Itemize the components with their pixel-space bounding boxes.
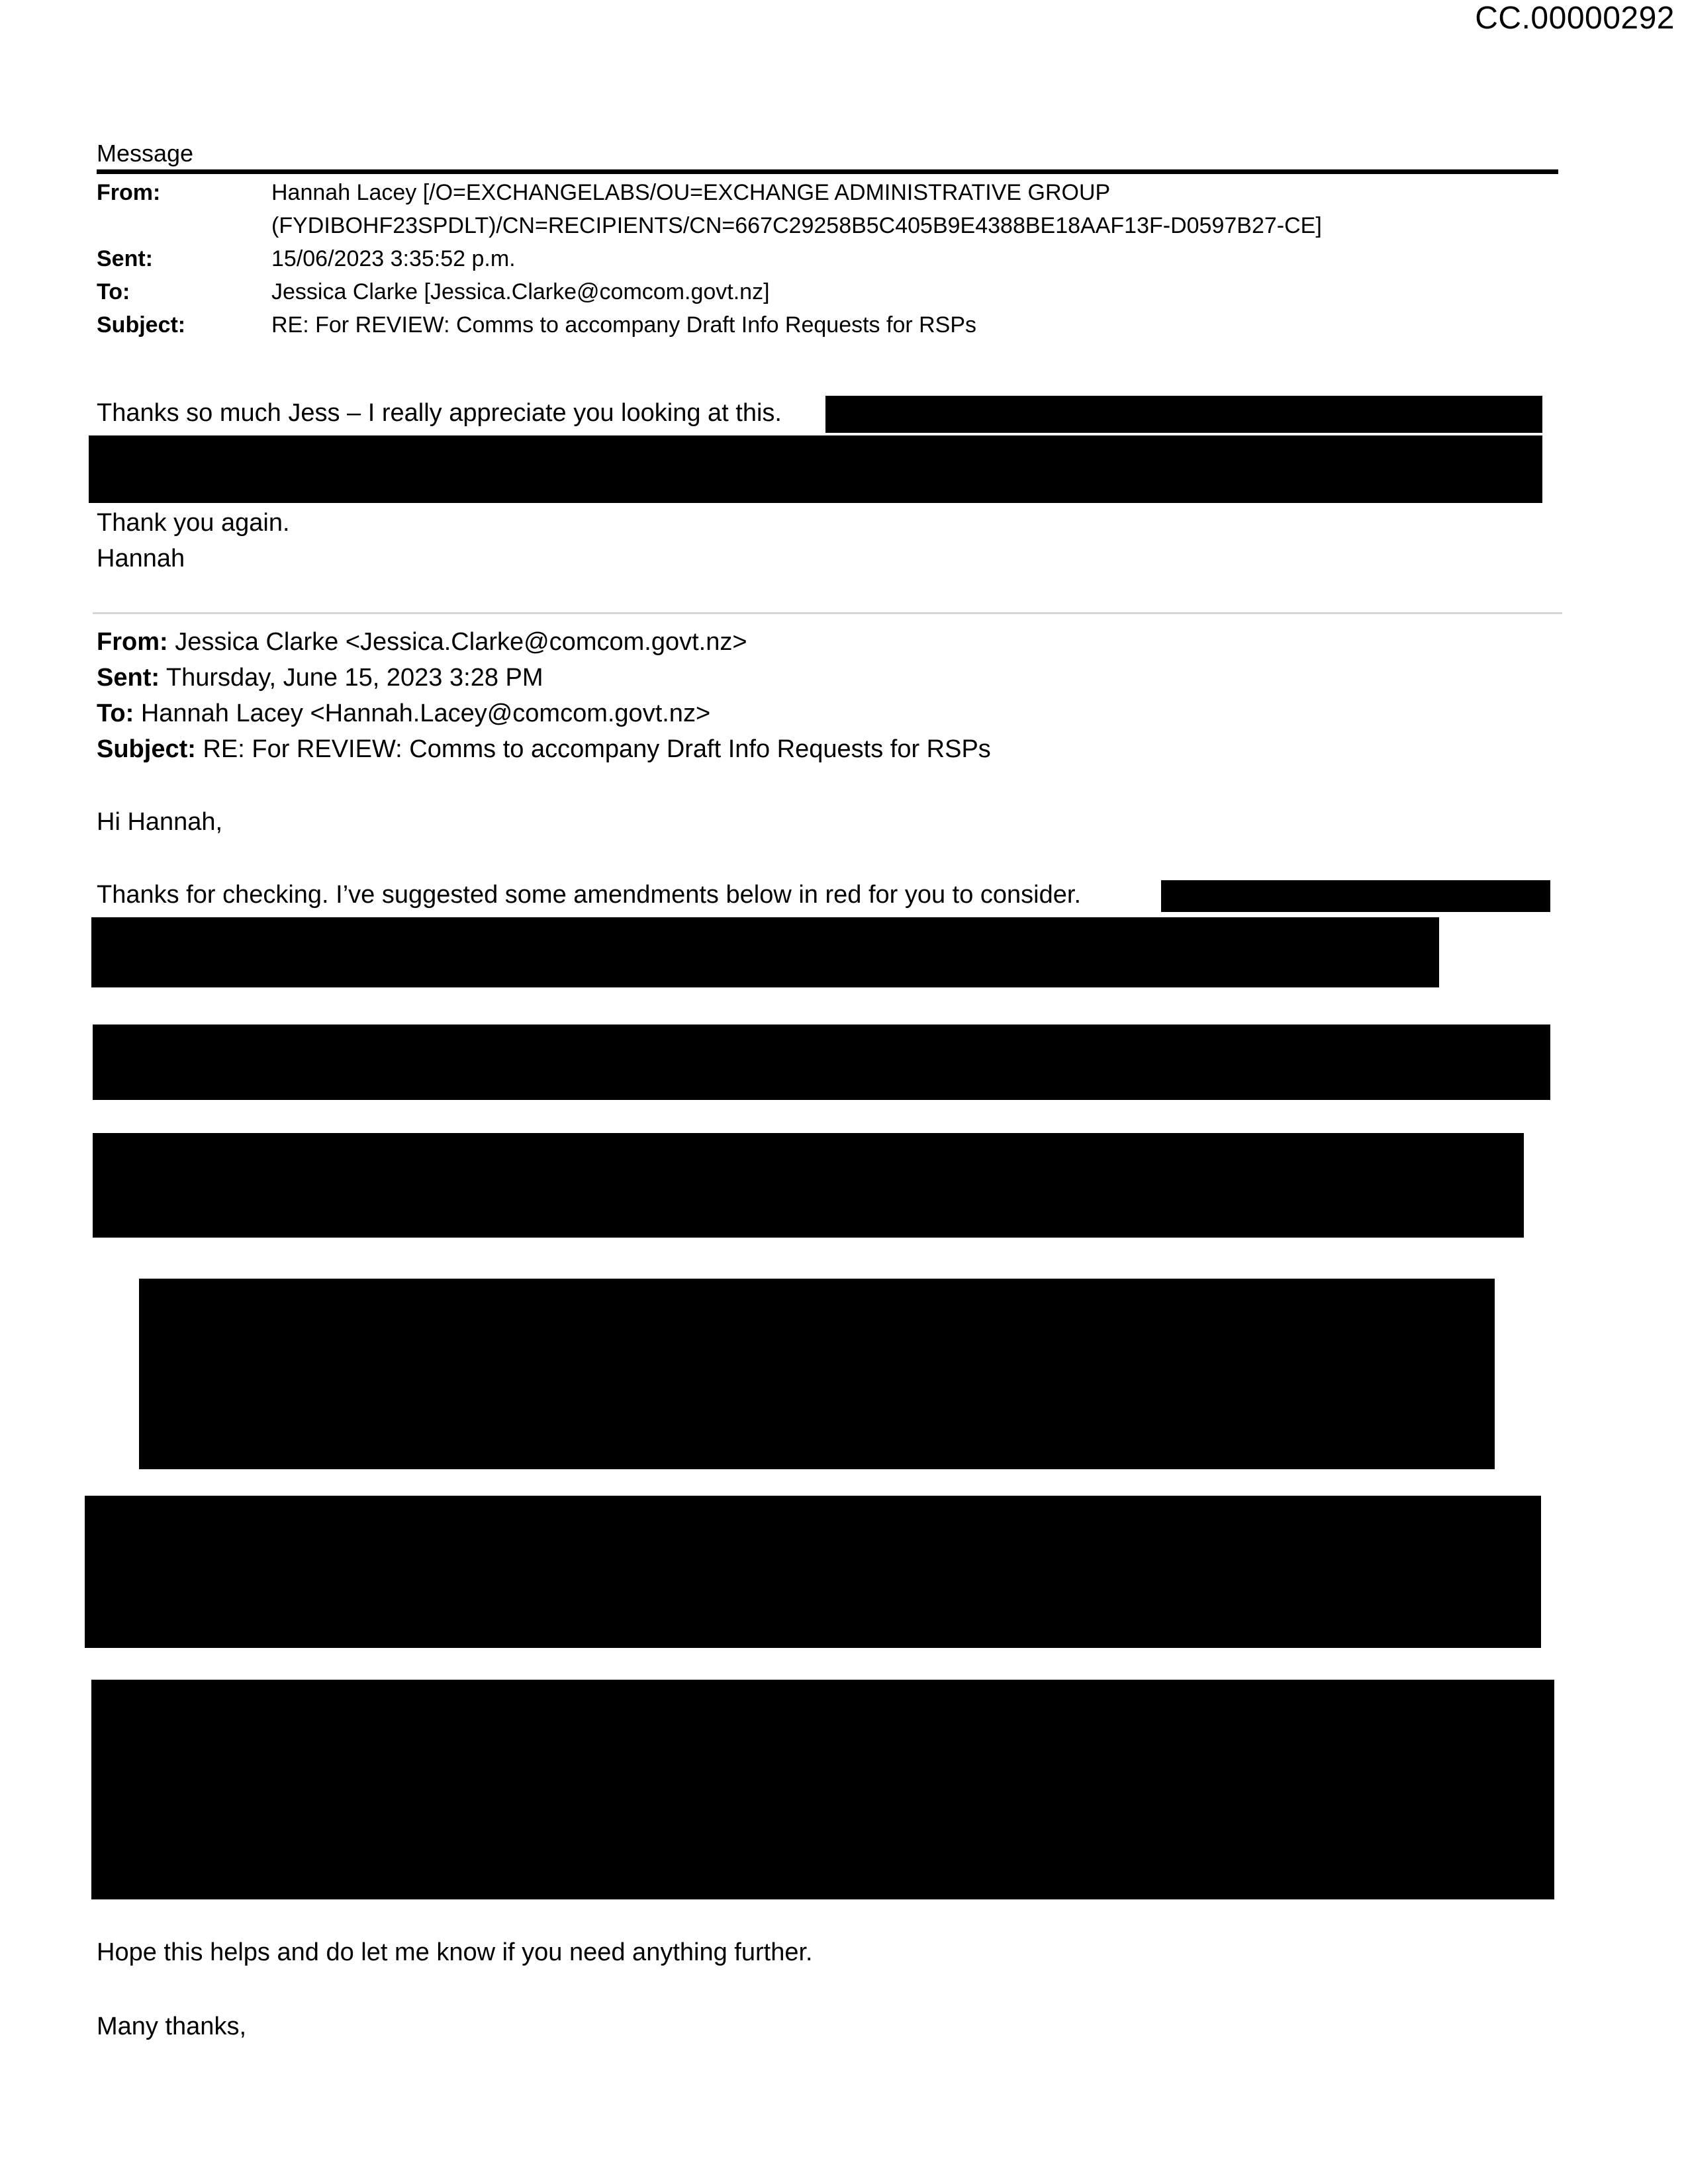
quoted-subject bbox=[97, 735, 991, 765]
redaction-block bbox=[85, 1496, 1541, 1648]
to-value: Jessica Clarke [Jessica.Clarke@comcom.govt.nz] bbox=[271, 279, 770, 304]
separator-line bbox=[93, 612, 1562, 614]
reply-line1: Thanks so much Jess – I really appreciate you looking at this. bbox=[97, 399, 782, 427]
quoted-subject-label: Subject: bbox=[97, 735, 196, 763]
quoted-from-value: Jessica Clarke <Jessica.Clarke@comcom.govt.nz> bbox=[167, 628, 747, 656]
subject-value: RE: For REVIEW: Comms to accompany Draft Info Requests for RSPs bbox=[271, 312, 977, 338]
sent-label: Sent: bbox=[97, 246, 153, 271]
subject-label: Subject: bbox=[97, 312, 186, 338]
quoted-closing2: Many thanks, bbox=[97, 2013, 246, 2040]
redaction-block bbox=[91, 1680, 1554, 1899]
quoted-closing1: Hope this helps and do let me know if you need anything further. bbox=[97, 1938, 813, 1966]
from-value-line1: Hannah Lacey [/O=EXCHANGELABS/OU=EXCHANGE ADMINISTRATIVE GROUP bbox=[271, 180, 1111, 205]
from-label: From: bbox=[97, 180, 161, 205]
redaction-block bbox=[139, 1279, 1495, 1469]
sent-value: 15/06/2023 3:35:52 p.m. bbox=[271, 246, 516, 271]
quoted-greeting: Hi Hannah, bbox=[97, 808, 223, 836]
redaction-block bbox=[1161, 880, 1550, 912]
redaction-block bbox=[93, 1133, 1524, 1238]
quoted-to-value: Hannah Lacey <Hannah.Lacey@comcom.govt.nz> bbox=[134, 700, 711, 727]
redaction-block bbox=[91, 917, 1439, 987]
header-rule bbox=[97, 169, 1558, 174]
quoted-sent bbox=[97, 663, 543, 694]
from-value-line2: (FYDIBOHF23SPDLT)/CN=RECIPIENTS/CN=667C29258B5C405B9E4388BE18AAF13F-D0597B27-CE] bbox=[271, 213, 1322, 238]
reply-signature: Hannah bbox=[97, 545, 185, 572]
redaction-block bbox=[825, 396, 1542, 433]
quoted-from-label: From: bbox=[97, 628, 168, 656]
quoted-to-label: To: bbox=[97, 700, 134, 727]
reply-line2: Thank you again. bbox=[97, 509, 290, 537]
message-title: Message bbox=[97, 140, 194, 167]
quoted-from bbox=[97, 627, 747, 658]
quoted-sent-value: Thursday, June 15, 2023 3:28 PM bbox=[160, 664, 543, 692]
quoted-line1: Thanks for checking. I’ve suggested some amendments below in red for you to consider. bbox=[97, 881, 1082, 909]
redaction-block bbox=[89, 435, 1542, 503]
quoted-sent-label: Sent: bbox=[97, 664, 160, 692]
redaction-block bbox=[93, 1024, 1550, 1100]
to-label: To: bbox=[97, 279, 130, 304]
quoted-to bbox=[97, 699, 710, 729]
quoted-subject-value: RE: For REVIEW: Comms to accompany Draft Info Requests for RSPs bbox=[195, 735, 991, 763]
document-id: CC.00000292 bbox=[1475, 1, 1675, 36]
